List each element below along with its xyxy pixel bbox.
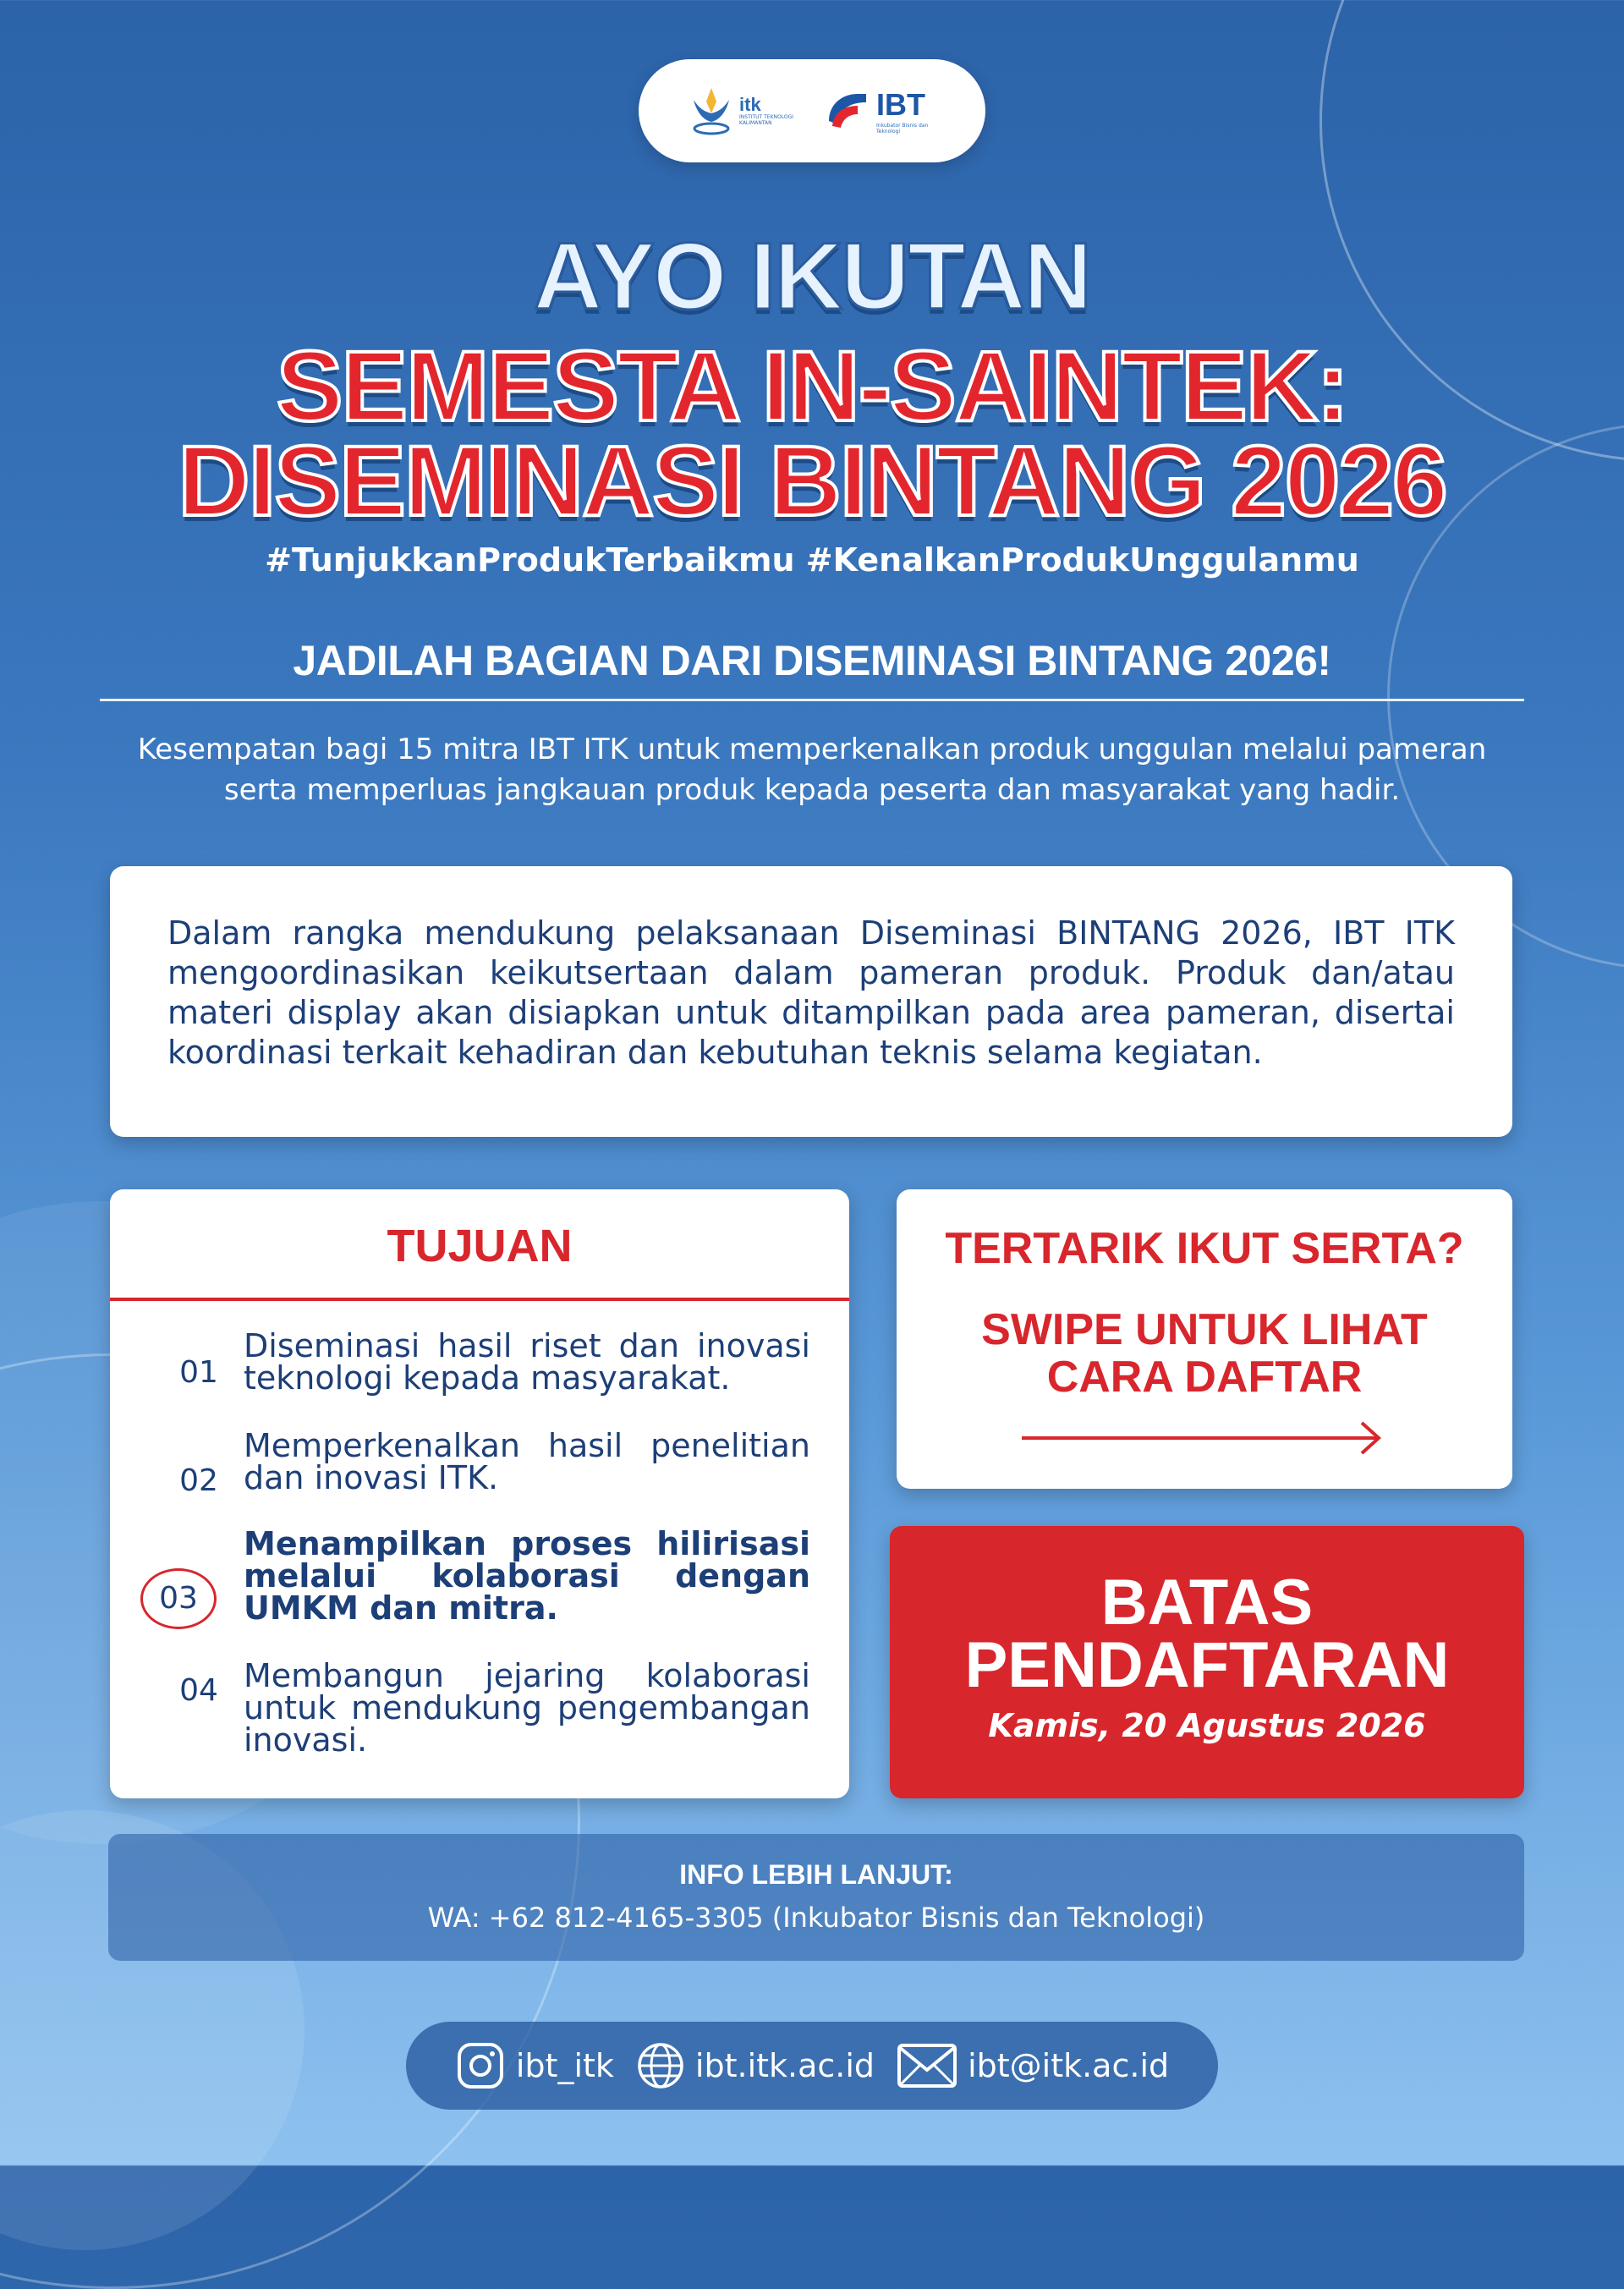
headline-event-subtitle: DISEMINASI BINTANG 2026	[178, 425, 1446, 537]
goal-number: 02	[179, 1463, 218, 1498]
headline-ayo-ikutan: AYO IKUTAN	[533, 223, 1091, 329]
ibt-wordmark: IBT	[876, 86, 925, 122]
divider	[100, 699, 1524, 701]
ibt-subtitle: Inkubator Bisnis dan Teknologi	[876, 122, 929, 134]
itk-wordmark: itk	[739, 93, 761, 115]
description-text: Dalam rangka mendukung pelaksanaan Diseminasi BINTANG 2026, IBT ITK mengoordinasikan keikutsertaan dalam pameran produk. Produk dan/atau materi display akan disiapkan untuk ditampilkan pada area pameran, disertai koordinasi terkait kehadiran dan kebutuhan teknis selama kegiatan.	[167, 914, 1455, 1071]
goal-number: 01	[179, 1355, 218, 1390]
intro-text	[85, 729, 1539, 810]
hashtags: #TunjukkanProdukTerbaikmu #KenalkanProdukUnggulanmu	[265, 541, 1359, 579]
swipe-line: CARA DAFTAR	[1046, 1353, 1363, 1402]
itk-subtitle: INSTITUT TEKNOLOGI KALIMANTAN	[739, 113, 794, 126]
deadline-date: Kamis, 20 Agustus 2026	[988, 1707, 1426, 1744]
logo-bar	[639, 59, 985, 162]
whatsapp-contact[interactable]: WA: +62 812-4165-3305 (Inkubator Bisnis dan Teknologi)	[427, 1902, 1205, 1934]
intro-line: Kesempatan bagi 15 mitra IBT ITK untuk memperkenalkan produk unggulan melalui pameran	[137, 733, 1487, 766]
instagram-handle: ibt_itk	[515, 2047, 614, 2084]
contact-bar	[406, 2022, 1218, 2110]
goal-text: Membangun jejaring kolaborasi untuk mendukung pengembangan inovasi.	[244, 1657, 810, 1759]
intro-line: serta memperluas jangkauan produk kepada peserta dan masyarakat yang hadir.	[223, 773, 1401, 807]
sub-headline: JADILAH BAGIAN DARI DISEMINASI BINTANG 2026!	[293, 637, 1331, 684]
goal-text: Memperkenalkan hasil penelitian dan inovasi ITK.	[244, 1427, 810, 1496]
goal-text: Diseminasi hasil riset dan inovasi teknologi kepada masyarakat.	[244, 1327, 810, 1397]
itk-logo	[689, 85, 793, 137]
deadline-card	[890, 1526, 1524, 1798]
itk-emblem-icon	[689, 85, 734, 137]
globe-icon	[636, 2041, 685, 2090]
instagram-icon	[455, 2040, 506, 2091]
goal-number: 04	[179, 1673, 218, 1708]
deadline-title	[890, 1567, 1524, 1701]
instagram-link[interactable]	[455, 2040, 614, 2091]
deadline-line: BATAS	[1100, 1567, 1314, 1639]
cta-card	[897, 1189, 1512, 1489]
ibt-emblem-icon	[824, 87, 871, 134]
info-box	[108, 1834, 1524, 1961]
mail-icon	[897, 2043, 957, 2089]
deadline-line: PENDAFTARAN	[964, 1629, 1450, 1701]
goal-number-circled: 03	[140, 1568, 217, 1629]
tujuan-card	[110, 1189, 849, 1798]
description-card	[110, 866, 1512, 1137]
tujuan-underline	[110, 1298, 849, 1301]
email-address: ibt@itk.ac.id	[968, 2047, 1170, 2084]
arrow-right-icon	[1020, 1419, 1384, 1457]
email-link[interactable]	[897, 2043, 1169, 2089]
tujuan-title: TUJUAN	[387, 1221, 573, 1271]
goal-text: Menampilkan proses hilirisasi melalui kolaborasi dengan UMKM dan mitra.	[244, 1525, 810, 1627]
headline-event-name: SEMESTA IN-SAINTEK:	[276, 331, 1348, 442]
ibt-logo	[824, 87, 935, 134]
swipe-line: SWIPE UNTUK LIHAT	[981, 1305, 1428, 1354]
swipe-text	[897, 1306, 1512, 1401]
website-link[interactable]	[636, 2041, 875, 2090]
info-title: INFO LEBIH LANJUT:	[679, 1859, 953, 1890]
cta-title: TERTARIK IKUT SERTA?	[945, 1224, 1464, 1273]
website-url: ibt.itk.ac.id	[694, 2047, 875, 2084]
